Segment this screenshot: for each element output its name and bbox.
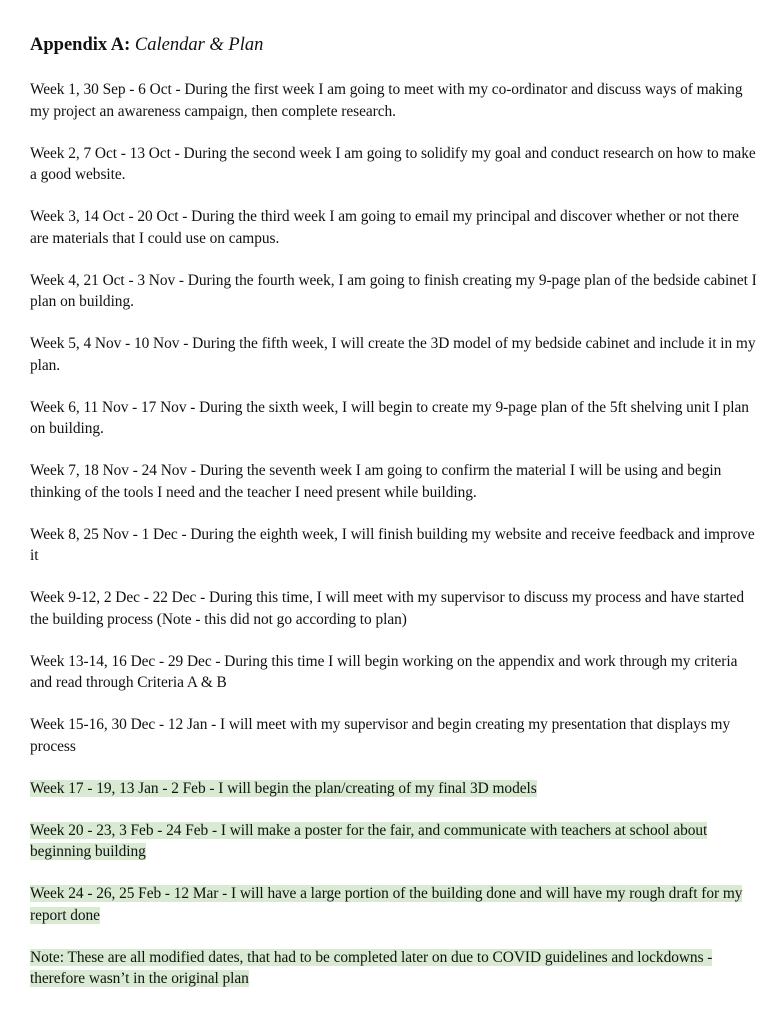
plan-entry — [30, 651, 758, 694]
plan-entry-text: Week 4, 21 Oct - 3 Nov - During the fourth week, I am going to finish creating my 9-page plan of the bedside cabinet I plan on building. — [30, 271, 757, 310]
plan-entry-text: Week 17 - 19, 13 Jan - 2 Feb - I will begin the plan/creating of my final 3D models — [30, 779, 537, 797]
plan-entry-highlighted — [30, 883, 758, 926]
plan-entry-text: Week 9-12, 2 Dec - 22 Dec - During this time, I will meet with my supervisor to discuss my process and have started the building process (Note - this did not go according to plan) — [30, 589, 745, 628]
plan-entry-text: Week 6, 11 Nov - 17 Nov - During the sixth week, I will begin to create my 9-page plan of the 5ft shelving unit I plan on building. — [30, 398, 749, 437]
plan-entry-text: Week 20 - 23, 3 Feb - 24 Feb - I will make a poster for the fair, and communicate with teachers at school about beginning building — [30, 821, 708, 860]
plan-entry — [30, 79, 758, 122]
plan-entry — [30, 714, 758, 757]
plan-entry — [30, 397, 758, 440]
plan-entry-text: Week 8, 25 Nov - 1 Dec - During the eighth week, I will finish building my website and receive feedback and improve it — [30, 525, 755, 564]
plan-entry — [30, 270, 758, 313]
plan-entry — [30, 524, 758, 567]
plan-entry-text: Week 15-16, 30 Dec - 12 Jan - I will meet with my supervisor and begin creating my presentation that displays my process — [30, 716, 731, 755]
plan-entry — [30, 587, 758, 630]
plan-entry — [30, 206, 758, 249]
plan-entry-text: Week 24 - 26, 25 Feb - 12 Mar - I will have a large portion of the building done and will have my rough draft for my report done — [30, 885, 743, 924]
plan-entry-highlighted — [30, 947, 758, 990]
plan-entries — [30, 79, 758, 990]
plan-entry-text: Week 5, 4 Nov - 10 Nov - During the fifth week, I will create the 3D model of my bedside cabinet and include it in my plan. — [30, 335, 756, 374]
plan-entry — [30, 333, 758, 376]
document-page — [30, 33, 758, 1010]
appendix-label: Appendix A: — [30, 35, 131, 55]
plan-entry — [30, 460, 758, 503]
plan-entry-highlighted — [30, 820, 758, 863]
plan-entry-text: Week 7, 18 Nov - 24 Nov - During the seventh week I am going to confirm the material I will be using and begin thinking of the tools I need and the teacher I need present while building. — [30, 462, 722, 501]
plan-entry-text: Week 2, 7 Oct - 13 Oct - During the second week I am going to solidify my goal and conduct research on how to make a good website. — [30, 144, 756, 183]
plan-entry-text: Week 13-14, 16 Dec - 29 Dec - During this time I will begin working on the appendix and work through my criteria and read through Criteria A & B — [30, 652, 738, 691]
plan-entry-text: Week 1, 30 Sep - 6 Oct - During the first week I am going to meet with my co-ordinator and discuss ways of making my project an awareness campaign, then complete research. — [30, 81, 743, 120]
plan-entry-text: Week 3, 14 Oct - 20 Oct - During the third week I am going to email my principal and discover whether or not there are materials that I could use on campus. — [30, 208, 739, 247]
plan-entry-highlighted — [30, 778, 758, 800]
plan-entry-text: Note: These are all modified dates, that had to be completed later on due to COVID guidelines and lockdowns - therefore wasn’t in the original plan — [30, 948, 713, 987]
appendix-title: Calendar & Plan — [134, 35, 264, 55]
appendix-heading — [30, 33, 758, 57]
plan-entry — [30, 143, 758, 186]
